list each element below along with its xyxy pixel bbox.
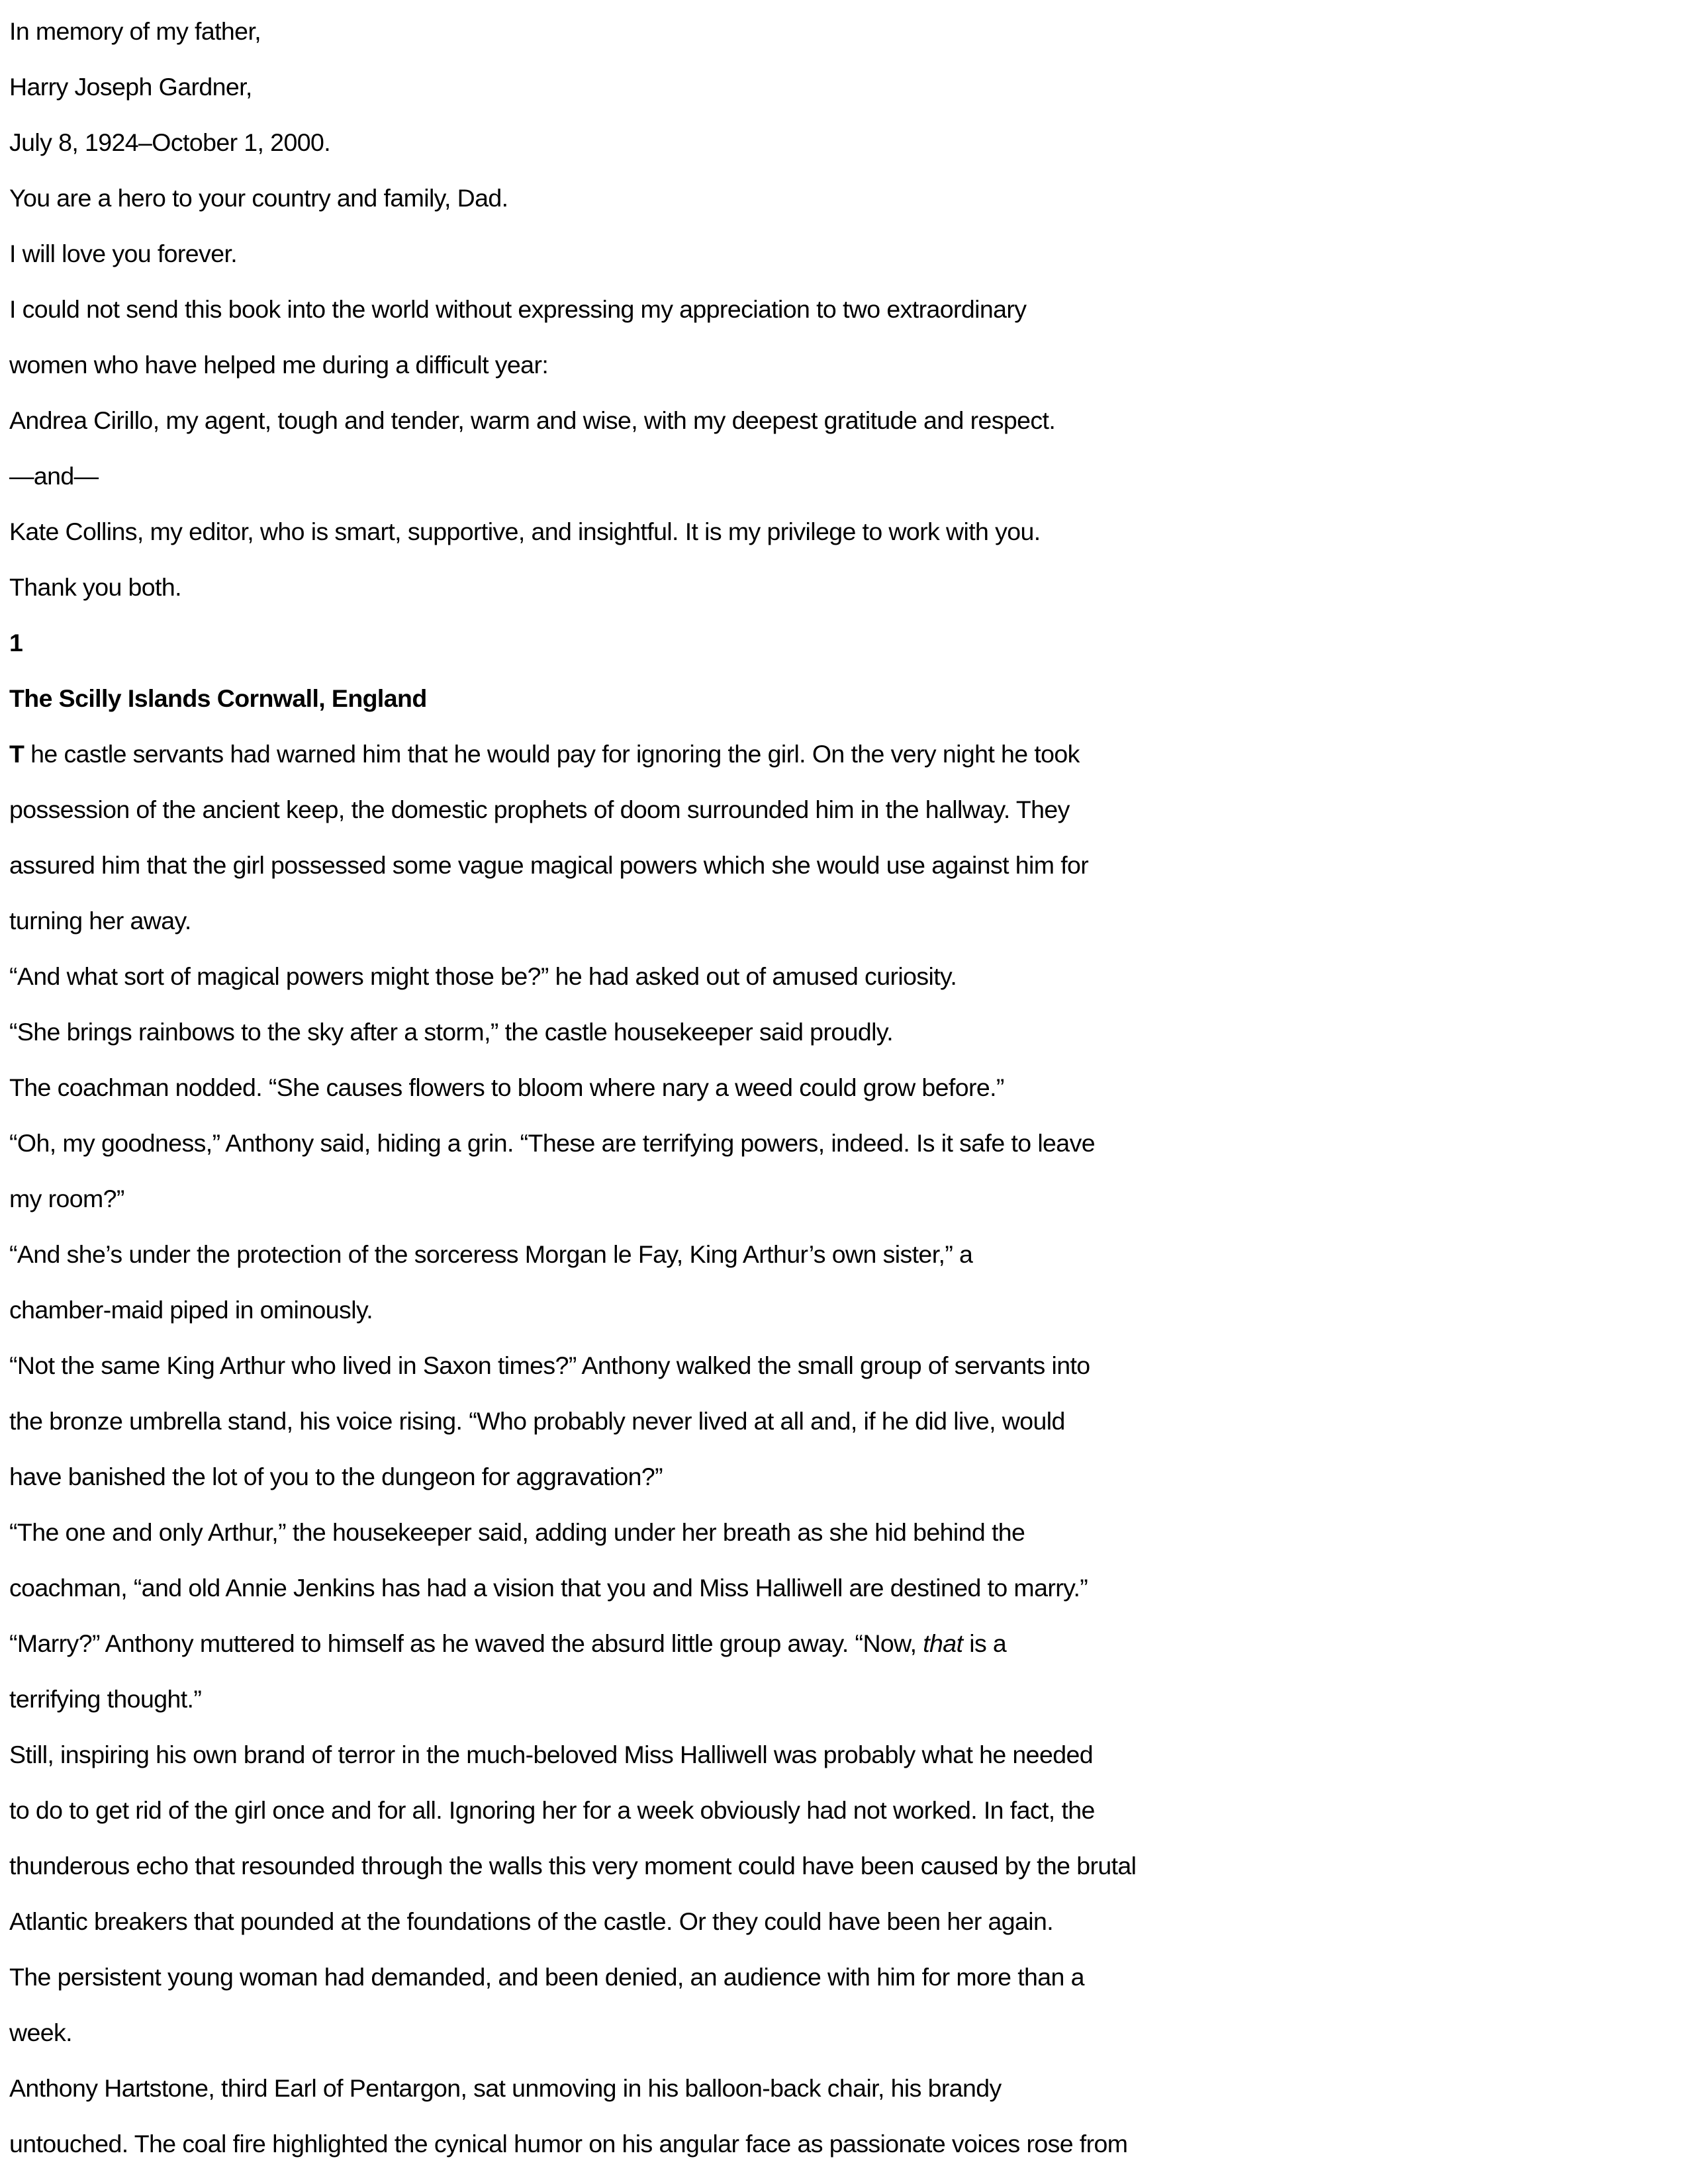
line-text: July 8, 1924–October 1, 2000. [9,128,331,156]
drop-cap: T [9,740,24,768]
heading-line [9,679,1188,735]
line-text: “Not the same King Arthur who lived in Saxon times?” Anthony walked the small group of servants into [9,1351,1090,1379]
text-line [9,179,1188,234]
line-text: the bronze umbrella stand, his voice rising. “Who probably never lived at all and, if he did live, would [9,1407,1065,1435]
line-text: “And what sort of magical powers might those be?” he had asked out of amused curiosity. [9,962,957,990]
text-line [9,1624,1188,1680]
text-line [9,1068,1188,1124]
line-text: terrifying thought.” [9,1685,202,1713]
line-text: “Oh, my goodness,” Anthony said, hiding a grin. “These are terrifying powers, indeed. Is it safe to leave [9,1129,1095,1157]
line-text: “The one and only Arthur,” the housekeeper said, adding under her breath as she hid behind the [9,1518,1025,1546]
text-line [9,2013,1188,2069]
text-line [9,2069,1188,2124]
line-text: I will love you forever. [9,240,238,267]
text-line [9,1124,1188,1179]
text-line [9,1735,1188,1791]
line-text: he castle servants had warned him that he would pay for ignoring the girl. On the very night he took [24,740,1080,768]
line-text: assured him that the girl possessed some vague magical powers which she would use against him for [9,851,1089,879]
line-text: “She brings rainbows to the sky after a storm,” the castle housekeeper said proudly. [9,1018,894,1046]
text-line [9,2124,1188,2180]
text-line [9,512,1188,568]
text-line [9,290,1188,345]
text-line [9,345,1188,401]
text-line [9,568,1188,623]
text-line [9,1013,1188,1068]
text-line [9,846,1188,901]
line-text: —and— [9,462,99,490]
text-line [9,1291,1188,1346]
line-text: Thank you both. [9,573,181,601]
line-text: coachman, “and old Annie Jenkins has had a vision that you and Miss Halliwell are destined to marry.” [9,1574,1088,1602]
line-text: chamber-maid piped in ominously. [9,1296,373,1324]
line-text: week. [9,2019,72,2046]
text-line [9,901,1188,957]
line-text: “And she’s under the protection of the sorceress Morgan le Fay, King Arthur’s own sister,” a [9,1240,973,1268]
text-line [9,957,1188,1013]
line-text: untouched. The coal fire highlighted the cynical humor on his angular face as passionate voices rose from [9,2130,1128,2158]
text-line [9,1569,1188,1624]
line-text: thunderous echo that resounded through the walls this very moment could have been caused by the brutal [9,1852,1137,1880]
line-text: Atlantic breakers that pounded at the foundations of the castle. Or they could have been her again. [9,1907,1054,1935]
line-text-after: is a [962,1629,1007,1657]
text-line [9,68,1188,123]
line-text: The coachman nodded. “She causes flowers to bloom where nary a weed could grow before.” [9,1073,1004,1101]
line-text: women who have helped me during a difficult year: [9,351,549,379]
text-line [9,1791,1188,1846]
line-text: Kate Collins, my editor, who is smart, supportive, and insightful. It is my privilege to work with you. [9,518,1041,545]
line-text: to do to get rid of the girl once and for all. Ignoring her for a week obviously had not worked. In fact, the [9,1796,1095,1824]
text-line [9,1902,1188,1958]
italic-text: that [923,1629,963,1657]
line-text: I could not send this book into the world without expressing my appreciation to two extraordinary [9,295,1027,323]
text-line [9,1346,1188,1402]
text-line [9,1457,1188,1513]
text-line [9,1958,1188,2013]
line-text: turning her away. [9,907,191,934]
text-line [9,735,1188,790]
text-line [9,1235,1188,1291]
line-text: “Marry?” Anthony muttered to himself as he waved the absurd little group away. “Now, [9,1629,923,1657]
text-line [9,123,1188,179]
text-line [9,1179,1188,1235]
text-line [9,457,1188,512]
text-line [9,1513,1188,1569]
line-text: The Scilly Islands Cornwall, England [9,684,427,712]
line-text: In memory of my father, [9,17,261,45]
text-line [9,1402,1188,1457]
text-line [9,12,1188,68]
line-text: You are a hero to your country and family, Dad. [9,184,508,212]
line-text: Anthony Hartstone, third Earl of Pentargon, sat unmoving in his balloon-back chair, his brandy [9,2074,1002,2102]
line-text: Andrea Cirillo, my agent, tough and tender, warm and wise, with my deepest gratitude and respect. [9,406,1056,434]
line-text: The persistent young woman had demanded, and been denied, an audience with him for more than a [9,1963,1084,1991]
heading-line [9,623,1188,679]
line-text: have banished the lot of you to the dungeon for aggravation?” [9,1463,663,1490]
text-line [9,1846,1188,1902]
line-text: Still, inspiring his own brand of terror in the much-beloved Miss Halliwell was probably what he needed [9,1741,1093,1768]
line-text: Harry Joseph Gardner, [9,73,252,101]
text-line [9,1680,1188,1735]
line-text: my room?” [9,1185,124,1212]
line-text: 1 [9,629,23,657]
text-line [9,234,1188,290]
text-line [9,790,1188,846]
line-text: possession of the ancient keep, the domestic prophets of doom surrounded him in the hallway. They [9,796,1070,823]
text-line [9,401,1188,457]
document-page [9,12,1188,2180]
